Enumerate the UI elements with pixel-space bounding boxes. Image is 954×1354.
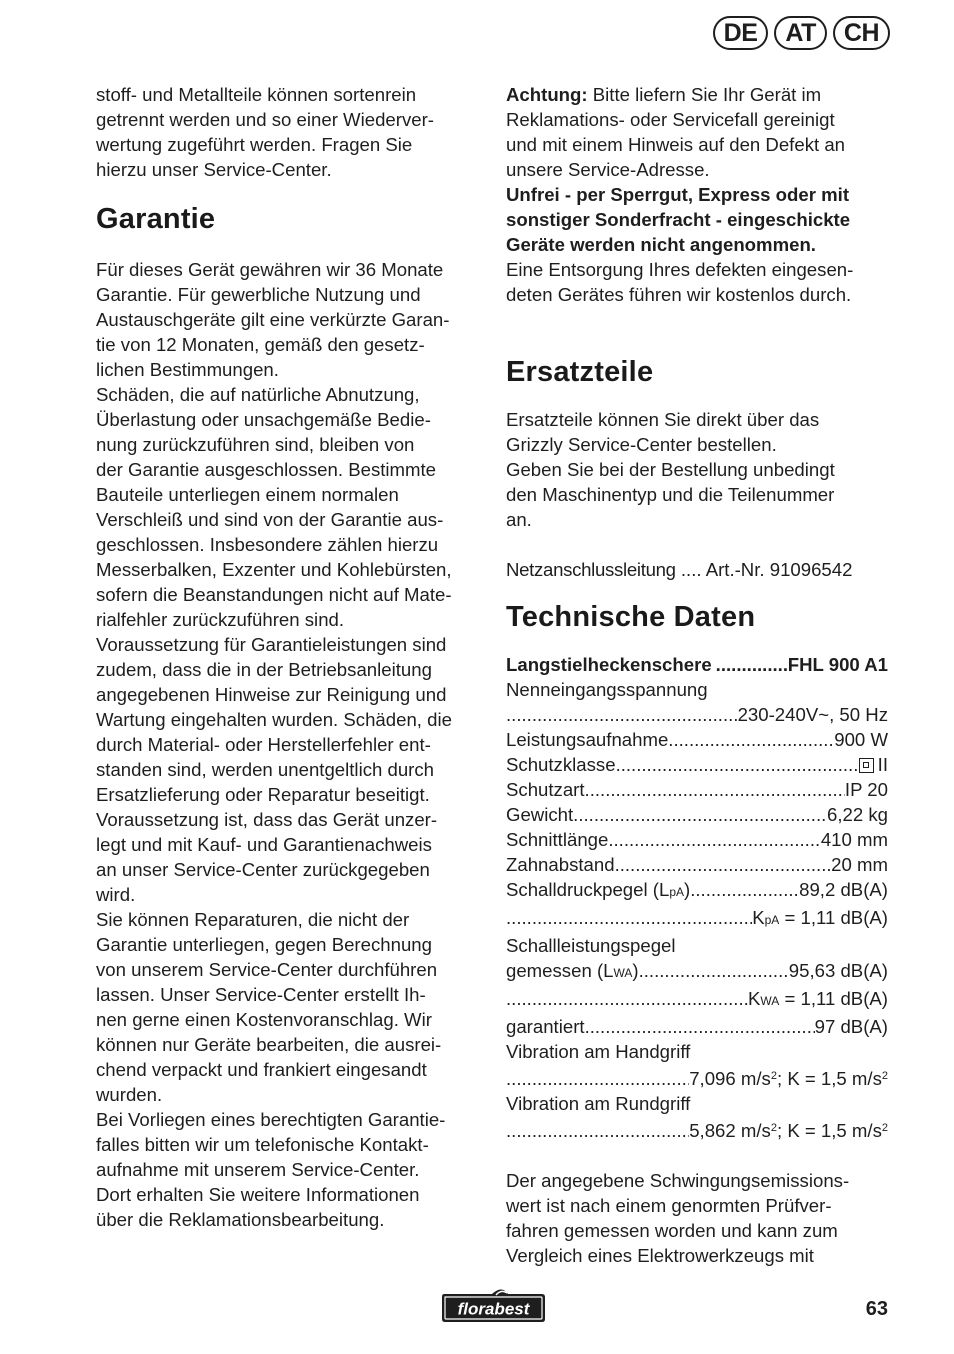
bold-line: Unfrei - per Sperrgut, Express oder mit (506, 184, 850, 205)
text-line: getrennt werden und so einer Wiederver- (96, 109, 434, 130)
language-badge-de: DE (713, 16, 769, 50)
logo-text: florabest (457, 1299, 530, 1319)
spec-row-vib-rund-label (506, 1091, 888, 1116)
spec-value (859, 752, 888, 777)
netzanschluss-artnr: .... Art.-Nr. 91096542 (675, 559, 853, 580)
spec-row-model (506, 652, 888, 677)
text-line: Eine Entsorgung Ihres defekten eingesen- (506, 259, 854, 280)
protection-class-ii-icon (859, 758, 874, 773)
language-badge-at: AT (774, 16, 826, 50)
text-line: nen gerne einen Kostenvoranschlag. Wir (96, 1009, 432, 1030)
text-line: Verschleiß und sind von der Garantie aus- (96, 509, 444, 530)
text-line: wertung zugeführt werden. Fragen Sie (96, 134, 413, 155)
text-line: über die Reklamationsbearbeitung. (96, 1209, 385, 1230)
spec-row-leistung (506, 727, 888, 752)
text-line: an. (506, 509, 532, 530)
achtung-label: Achtung: (506, 84, 588, 105)
text-line: legt und mit Kauf- und Garantienachweis (96, 834, 432, 855)
spec-label: Leistungsaufnahme (506, 729, 669, 750)
subscript: WA (613, 966, 633, 980)
text-line: Voraussetzung ist, dass das Gerät unzer- (96, 809, 438, 830)
text-line: zudem, dass die in der Betriebsanleitung (96, 659, 432, 680)
spec-value (752, 905, 888, 933)
spec-row-nenn-value (506, 702, 888, 727)
text-line: tie von 12 Monaten, gemäß den gesetz- (96, 334, 425, 355)
text-line: der Garantie ausgeschlossen. Bestimmte (96, 459, 437, 480)
netzanschluss-line (506, 557, 888, 582)
text-line: Wartung eingehalten wurden. Schäden, die (96, 709, 452, 730)
text-line: unsere Service-Adresse. (506, 159, 710, 180)
bold-line: sonstiger Sonderfracht - eingeschickte (506, 209, 851, 230)
text-line: Reklamations- oder Servicefall gereinigt (506, 109, 835, 130)
language-badges (713, 16, 890, 50)
subscript: pA (764, 913, 780, 927)
spec-row-schnittlaenge (506, 827, 888, 852)
text-line: wert ist nach einem genormten Prüfver- (506, 1195, 832, 1216)
spec-value (748, 986, 888, 1014)
label-part: ) (684, 879, 691, 900)
text-line: Voraussetzung für Garantieleistungen sind (96, 634, 447, 655)
text-line: Geben Sie bei der Bestellung unbedingt (506, 459, 835, 480)
text-line: Sie können Reparaturen, die nicht der (96, 909, 410, 930)
label-part: ) (632, 960, 639, 981)
text-line: lassen. Unser Service-Center erstellt Ih- (96, 984, 426, 1005)
text-line: aufnahme mit unserem Service-Center. (96, 1159, 420, 1180)
text-line: nung zurückzuführen sind, bleiben von (96, 434, 415, 455)
spec-label (506, 877, 690, 905)
text-line: rialfehler zurückzuführen sind. (96, 609, 345, 630)
text-line: stoff- und Metallteile können sortenrein (96, 84, 417, 105)
text-line: und mit einem Hinweis auf den Defekt an (506, 134, 845, 155)
spec-row-kpa (506, 905, 888, 933)
text-line: Messerbalken, Exzenter und Kohlebürsten, (96, 559, 452, 580)
spec-label: Langstielheckenschere (506, 654, 712, 675)
superscript: 2 (770, 1070, 777, 1082)
spec-value: 410 mm (820, 829, 888, 850)
spec-value (689, 1116, 888, 1143)
value-part: K (748, 988, 761, 1009)
text-line: Für dieses Gerät gewähren wir 36 Monate (96, 259, 444, 280)
page-number: 63 (865, 1298, 888, 1320)
text-line: Der angegebene Schwingungsemissions- (506, 1170, 850, 1191)
spec-label: Nenneingangsspannung (506, 679, 708, 700)
technische-daten-heading: Technische Daten (506, 601, 756, 633)
text-line: falles bitten wir um telefonische Kontakt- (96, 1134, 429, 1155)
spec-row-vib-rund-value (506, 1116, 888, 1143)
text-line: Bauteile unterliegen einem normalen (96, 484, 399, 505)
subscript: pA (669, 885, 684, 899)
schutzklasse-value: II (877, 754, 888, 775)
text-line: hierzu unser Service-Center. (96, 159, 332, 180)
garantie-paragraph (96, 257, 486, 1232)
text-line (506, 82, 888, 107)
spec-row-kwa (506, 986, 888, 1014)
text-line: sofern die Beanstandungen nicht auf Mate- (96, 584, 452, 605)
spec-label: garantiert (506, 1016, 585, 1037)
spec-row-vib-hand-label (506, 1039, 888, 1064)
text-line: chend verpackt und frankiert eingesandt (96, 1059, 427, 1080)
label-part: gemessen (L (506, 960, 614, 981)
text-line: Garantie. Für gewerbliche Nutzung und (96, 284, 421, 305)
spec-value: 20 mm (831, 854, 888, 875)
value-part: = 1,11 dB(A) (779, 988, 888, 1009)
schwingung-paragraph (506, 1168, 888, 1268)
spec-value: 89,2 dB(A) (799, 879, 888, 900)
spec-row-schutzart (506, 777, 888, 802)
achtung-text: Bitte liefern Sie Ihr Gerät im (587, 84, 822, 105)
text-line: Überlastung oder unsachgemäße Bedie- (96, 409, 431, 430)
achtung-paragraph (506, 82, 888, 307)
netzanschluss-label: Netzanschlussleitung (506, 559, 676, 580)
text-line: wurden. (96, 1084, 163, 1105)
spec-row-gemessen (506, 958, 888, 986)
text-line: Ersatzteile können Sie direkt über das (506, 409, 820, 430)
text-line (506, 557, 888, 582)
spec-value: 230-240V~, 50 Hz (737, 704, 888, 725)
text-line: angegebenen Hinweise zur Reinigung und (96, 684, 447, 705)
spec-value: FHL 900 A1 (787, 654, 888, 675)
text-line: von unserem Service-Center durchführen (96, 959, 438, 980)
superscript: 2 (770, 1122, 777, 1134)
text-line: geschlossen. Insbesondere zählen hierzu (96, 534, 439, 555)
florabest-logo (438, 1286, 548, 1324)
text-line: an unser Service-Center zurückgegeben (96, 859, 430, 880)
spec-value: IP 20 (844, 779, 888, 800)
tech-data-list (506, 652, 888, 1143)
text-line: standen sind, werden unentgeltlich durch (96, 759, 435, 780)
spec-value: 900 W (834, 729, 888, 750)
spec-label: Schutzart (506, 779, 585, 800)
text-line: Dort erhalten Sie weitere Informationen (96, 1184, 420, 1205)
left-column (96, 82, 486, 1232)
value-part: 5,862 m/s (689, 1120, 771, 1141)
value-part: = 1,11 dB(A) (779, 907, 888, 928)
text-line: durch Material- oder Herstellerfehler ent- (96, 734, 431, 755)
text-line: den Maschinentyp und die Teilenummer (506, 484, 835, 505)
subscript: WA (760, 994, 780, 1008)
spec-value: 6,22 kg (827, 804, 888, 825)
value-part: 7,096 m/s (689, 1068, 771, 1089)
spec-row-schallleistung-label (506, 933, 888, 958)
garantie-heading: Garantie (96, 203, 216, 235)
text-line: Bei Vorliegen eines berechtigten Garantie- (96, 1109, 446, 1130)
spec-row-schalldruck (506, 877, 888, 905)
text-line: Ersatzlieferung oder Reparatur beseitigt. (96, 784, 430, 805)
spec-label: Vibration am Rundgriff (506, 1093, 691, 1114)
value-part: K (752, 907, 765, 928)
spec-row-vib-hand-value (506, 1064, 888, 1091)
spec-value (689, 1064, 888, 1091)
text-line: deten Gerätes führen wir kostenlos durch. (506, 284, 852, 305)
text-line: Grizzly Service-Center bestellen. (506, 434, 777, 455)
spec-label: Schutzklasse (506, 754, 616, 775)
spec-label: Schallleistungspegel (506, 935, 676, 956)
superscript: 2 (881, 1122, 888, 1134)
text-line: wird. (96, 884, 136, 905)
spec-label: Zahnabstand (506, 854, 615, 875)
text-line: Schäden, die auf natürliche Abnutzung, (96, 384, 420, 405)
ersatzteile-paragraph (506, 407, 888, 532)
spec-row-nenn-label (506, 677, 888, 702)
spec-row-garantiert (506, 1014, 888, 1039)
spec-value: 97 dB(A) (814, 1016, 888, 1037)
text-line: lichen Bestimmungen. (96, 359, 279, 380)
text-line: Austauschgeräte gilt eine verkürzte Garan- (96, 309, 450, 330)
text-line: fahren gemessen worden und kann zum (506, 1220, 838, 1241)
text-line: können nur Geräte bearbeiten, die ausrei- (96, 1034, 442, 1055)
language-badge-ch: CH (833, 16, 890, 50)
spec-row-schutzklasse (506, 752, 888, 777)
superscript: 2 (881, 1070, 888, 1082)
spec-value: 95,63 dB(A) (788, 960, 888, 981)
right-column (506, 82, 888, 1268)
label-part: Schalldruckpegel (L (506, 879, 670, 900)
recycling-paragraph (96, 82, 486, 182)
ersatzteile-heading: Ersatzteile (506, 356, 654, 388)
spec-label: Vibration am Handgriff (506, 1041, 691, 1062)
spec-row-zahnabstand (506, 852, 888, 877)
spec-row-gewicht (506, 802, 888, 827)
spec-label: Schnittlänge (506, 829, 609, 850)
text-line: Garantie unterliegen, gegen Berechnung (96, 934, 432, 955)
value-part: ; K = 1,5 m/s (776, 1120, 882, 1141)
text-line: Vergleich eines Elektrowerkzeugs mit (506, 1245, 814, 1266)
bold-line: Geräte werden nicht angenommen. (506, 234, 816, 255)
value-part: ; K = 1,5 m/s (776, 1068, 882, 1089)
spec-label: Gewicht (506, 804, 574, 825)
spec-label (506, 958, 639, 986)
